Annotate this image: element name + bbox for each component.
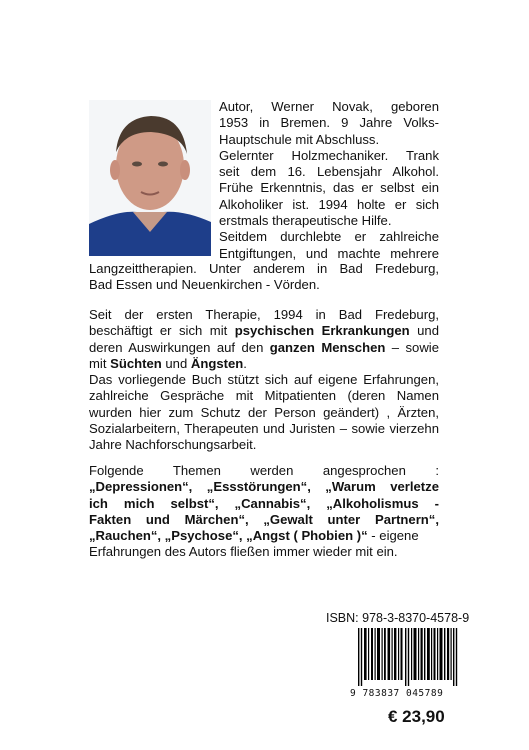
bio-line: Entgiftungen, und machte mehrere — [219, 245, 439, 261]
bio-line: Bad Essen und Neuenkirchen - Vörden. — [89, 277, 320, 293]
topics-line: „Depressionen“, „Essstörungen“, „Warum verletze — [89, 479, 439, 495]
bio-line: erstmals therapeutische Hilfe. — [219, 213, 392, 229]
bio-line: Autor, Werner Novak, geboren — [219, 99, 439, 114]
bio-line: Alkoholiker ist. 1994 holte er sich — [219, 196, 439, 212]
therapy-text: Seit der ersten Therapie, 1994 in Bad Fredeburg, beschäftigt er sich mit — [89, 307, 439, 339]
bio-line: Gelernter Holzmechaniker. Trank — [219, 147, 439, 163]
author-bio-right — [219, 99, 439, 262]
topics-text: - eigene — [367, 528, 419, 544]
therapy-bold-text: Süchten — [110, 355, 162, 371]
therapy-bold-text: Ängsten — [190, 355, 244, 371]
therapy-bold-text: psychischen Erkrankungen — [234, 323, 410, 339]
topics-line: Erfahrungen des Autors fließen immer wieder mit ein. — [89, 544, 398, 560]
therapy-text: . — [243, 355, 247, 371]
bio-line: 1953 in Bremen. 9 Jahre Volks- — [219, 115, 439, 131]
isbn: ISBN: 978-3-8370-4578-9 — [326, 611, 470, 625]
bio-line: Hauptschule mit Abschluss. — [219, 131, 380, 147]
therapy-bold-text: ganzen Menschen — [269, 339, 386, 355]
topics-line: Fakten und Märchen“, „Gewalt unter Partnern“, — [89, 511, 439, 527]
topics-line — [89, 528, 439, 544]
bio-line: Frühe Erkenntnis, das er selbst ein — [219, 180, 439, 196]
barcode-icon — [358, 628, 460, 686]
therapy-text: und — [161, 355, 191, 371]
author-photo — [89, 100, 211, 256]
bio-line: seit dem 16. Lebensjahr Alkohol. — [219, 164, 439, 180]
therapy-text: – sowie mit — [89, 339, 439, 371]
price: € 23,90 — [388, 707, 445, 726]
topics-line: ich mich selbst“, „Cannabis“, „Alkoholismus - — [89, 495, 439, 511]
book-text: Das vorliegende Buch stützt sich auf eigene Erfahrungen, zahlreiche Gespräche mit Mitpatienten (deren Namen wurden hier zum Schutz der Person geändert) , Ärzten, Sozialarbeitern, Therapeuten und Juristen – sowie vierzehn Jahre Nachforschungsarbeit. — [89, 372, 439, 453]
topics-bold-text: „Rauchen“, „Psychose“, „Angst ( Phobien )“ — [89, 528, 368, 544]
bio-line: Seitdem durchlebte er zahlreiche — [219, 229, 439, 245]
topics-intro: Folgende Themen werden angesprochen : — [89, 463, 439, 478]
therapy-paragraph — [89, 307, 439, 454]
barcode-number: 9 783837 045789 — [350, 688, 444, 699]
author-bio-full — [89, 261, 439, 294]
topics-paragraph — [89, 463, 439, 561]
therapy-text: und deren Auswirkungen auf den — [89, 323, 439, 355]
bio-line: Langzeittherapien. Unter anderem in Bad Fredeburg, — [89, 261, 439, 276]
